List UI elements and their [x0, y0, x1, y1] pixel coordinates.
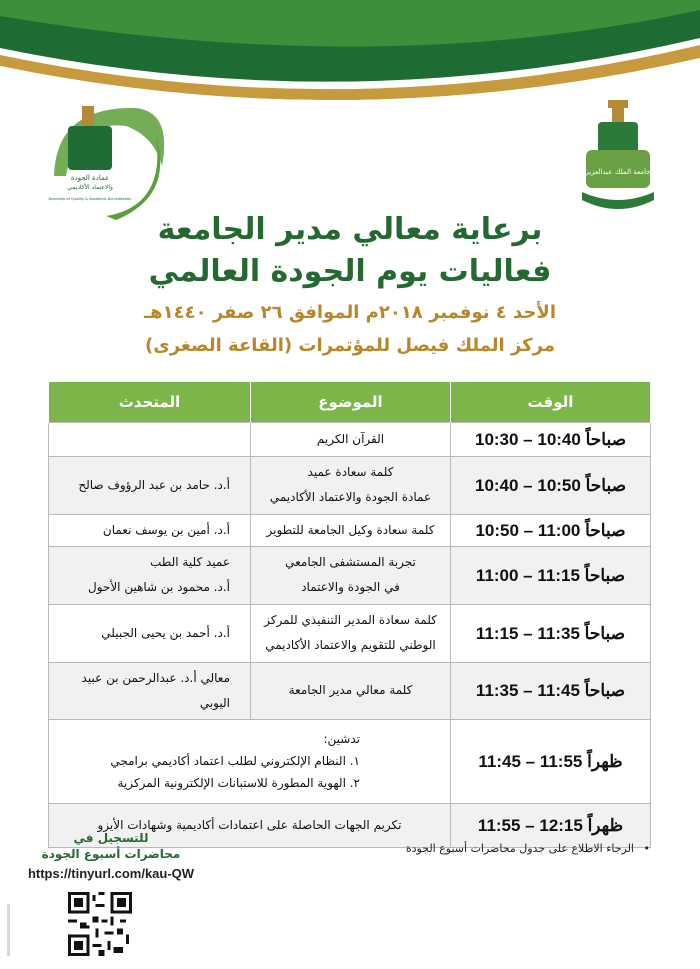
row-time: 10:40 – 10:50 صباحاً	[451, 456, 651, 514]
schedule-table-wrapper	[48, 382, 650, 848]
row-topic	[251, 604, 451, 662]
header-topic: الموضوع	[251, 382, 451, 422]
launch-row	[49, 719, 651, 803]
speaker-line: عميد كلية الطب	[149, 555, 230, 569]
topic-line: كلمة سعادة عميد	[307, 465, 394, 479]
table-row	[49, 604, 651, 662]
topic-line: تجربة المستشفى الجامعي	[285, 555, 416, 569]
schedule-table	[48, 382, 651, 848]
launch-item: ١. النظام الإلكتروني لطلب اعتماد أكاديمي برامجي	[110, 754, 360, 768]
kau-university-logo	[568, 100, 668, 210]
topic-line: الوطني للتقويم والاعتماد الأكاديمي	[265, 638, 436, 652]
registration-block	[16, 830, 206, 881]
speaker-line: أ.د. حامد بن عبد الرؤوف صالح	[78, 477, 230, 492]
topic-line: كلمة معالي مدير الجامعة	[288, 683, 413, 697]
registration-url[interactable]: https://tinyurl.com/kau-QW	[27, 866, 195, 881]
topic-line: القرآن الكريم	[316, 431, 385, 446]
event-title: فعاليات يوم الجودة العالمي	[148, 254, 552, 289]
table-row	[49, 662, 651, 719]
row-speaker	[49, 546, 251, 604]
schedule-header-row	[49, 382, 651, 422]
row-speaker	[49, 514, 251, 546]
row-topic	[251, 514, 451, 546]
row-topic	[251, 456, 451, 514]
row-time: 10:50 – 11:00 صباحاً	[451, 514, 651, 546]
qr-code-icon[interactable]	[68, 892, 132, 956]
table-row	[49, 422, 651, 456]
row-time: 11:15 – 11:35 صباحاً	[451, 604, 651, 662]
table-row	[49, 546, 651, 604]
topic-line: كلمة سعادة وكيل الجامعة للتطوير	[266, 522, 435, 537]
registration-line2: محاضرات أسبوع الجودة	[41, 847, 181, 861]
row-speaker	[49, 422, 251, 456]
speaker-line: أ.د. محمود بن شاهين الأحول	[87, 580, 230, 594]
row-speaker	[49, 604, 251, 662]
topic-line: كلمة سعادة المدير التنفيذي للمركز	[264, 613, 437, 627]
lectures-note	[360, 842, 650, 855]
note-text: الرجاء الاطلاع على جدول محاضرات أسبوع الجودة	[405, 842, 634, 855]
honor-content: تكريم الجهات الحاصلة على اعتمادات أكاديمية وشهادات الأيزو	[49, 803, 451, 847]
table-row	[49, 456, 651, 514]
note-bullet: •	[643, 842, 650, 855]
row-speaker	[49, 662, 251, 719]
speaker-line: أ.د. أحمد بن يحيى الجبيلي	[101, 625, 230, 640]
registration-line1: للتسجيل في	[73, 831, 149, 845]
row-time: 11:55 – 12:15 ظهراً	[451, 803, 651, 847]
side-caption-decoration	[2, 900, 16, 960]
row-time: 10:30 – 10:40 صباحاً	[451, 422, 651, 456]
event-date: الأحد ٤ نوفمبر ٢٠١٨م الموافق ٢٦ صفر ١٤٤٠هـ	[143, 302, 556, 323]
row-topic	[251, 546, 451, 604]
row-speaker	[49, 456, 251, 514]
launch-heading: تدشين:	[323, 732, 360, 746]
row-topic	[251, 422, 451, 456]
topic-line: في الجودة والاعتماد	[301, 580, 400, 594]
row-time: 11:45 – 11:55 ظهراً	[451, 719, 651, 803]
row-topic	[251, 662, 451, 719]
row-time: 11:35 – 11:45 صباحاً	[451, 662, 651, 719]
deanship-logo-text1: عمادة الجودة	[70, 174, 110, 182]
kau-logo-text: جامعة الملك عبدالعزيز	[585, 168, 651, 176]
header-speaker: المتحدث	[49, 382, 251, 422]
row-time: 11:00 – 11:15 صباحاً	[451, 546, 651, 604]
deanship-logo-text2: والاعتماد الأكاديمي	[67, 184, 113, 191]
launch-content	[49, 719, 451, 803]
speaker-line: أ.د. أمين بن يوسف نعمان	[102, 522, 230, 537]
launch-item: ٢. الهوية المطورة للاستبانات الإلكترونية المركزية	[117, 776, 360, 790]
table-row	[49, 514, 651, 546]
patronage-title: برعاية معالي مدير الجامعة	[157, 212, 543, 247]
header-time: الوقت	[451, 382, 651, 422]
speaker-line: معالي أ.د. عبدالرحمن بن عبيد اليوبي	[81, 670, 230, 710]
deanship-quality-logo	[46, 96, 186, 226]
topic-line: عمادة الجودة والاعتماد الأكاديمي	[269, 490, 432, 504]
deanship-logo-text-en: Deanship of Quality & Academic Accreditation	[48, 197, 132, 201]
title-block	[0, 210, 700, 356]
event-venue: مركز الملك فيصل للمؤتمرات (القاعة الصغرى)	[145, 335, 555, 356]
